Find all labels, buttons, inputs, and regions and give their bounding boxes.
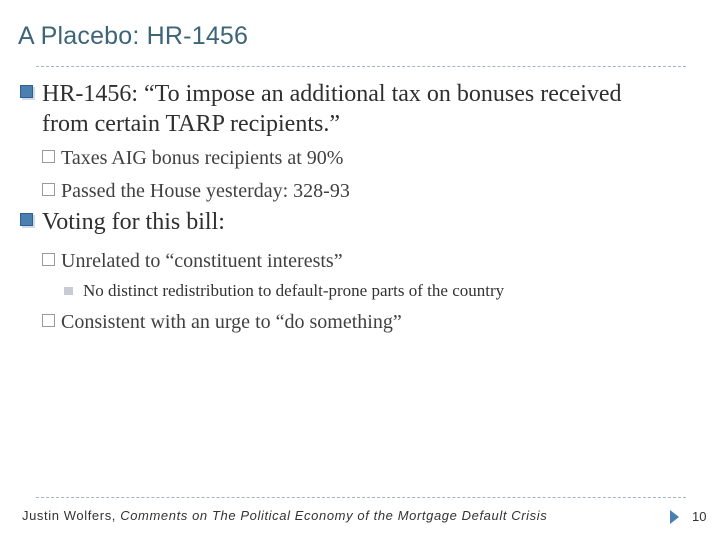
bullet-voting (20, 207, 225, 237)
bullet-text-line2: from certain TARP recipients.” (42, 111, 340, 137)
bullet-text-line1: HR-1456: “To impose an additional tax on bonuses received (42, 81, 622, 107)
footer (22, 508, 547, 523)
bullet-hr1456 (20, 79, 622, 139)
sub-bullet-aig (42, 147, 343, 170)
top-divider (36, 66, 686, 67)
square-bullet-icon (20, 213, 33, 226)
sub-sub-bullet-text: No distinct redistribution to default-prone parts of the country (83, 281, 505, 300)
filled-square-bullet-icon (64, 287, 73, 295)
hollow-square-bullet-icon (42, 314, 55, 327)
square-bullet-icon (20, 85, 33, 98)
hollow-square-bullet-icon (42, 183, 55, 196)
slide-title: A Placebo: HR-1456 (18, 22, 249, 50)
footer-author: Justin Wolfers, (22, 508, 117, 523)
sub-bullet-consistent (42, 311, 402, 334)
page-number: 10 (692, 509, 707, 524)
hollow-square-bullet-icon (42, 150, 55, 163)
sub-sub-bullet-redistribution (64, 281, 504, 301)
sub-bullet-text: Passed the House yesterday: 328-93 (61, 180, 350, 202)
sub-bullet-unrelated (42, 250, 343, 273)
sub-bullet-text: Taxes AIG bonus recipients at 90% (61, 147, 344, 169)
bullet-text-line1: Voting for this bill: (42, 209, 225, 235)
sub-bullet-text: Unrelated to “constituent interests” (61, 250, 343, 272)
sub-bullet-passed (42, 180, 350, 203)
bottom-divider (36, 497, 686, 498)
sub-bullet-text: Consistent with an urge to “do something” (61, 311, 402, 333)
footer-talk-title: Comments on The Political Economy of the Mortgage Default Crisis (120, 508, 548, 523)
hollow-square-bullet-icon (42, 253, 55, 266)
next-arrow-icon (670, 510, 679, 524)
